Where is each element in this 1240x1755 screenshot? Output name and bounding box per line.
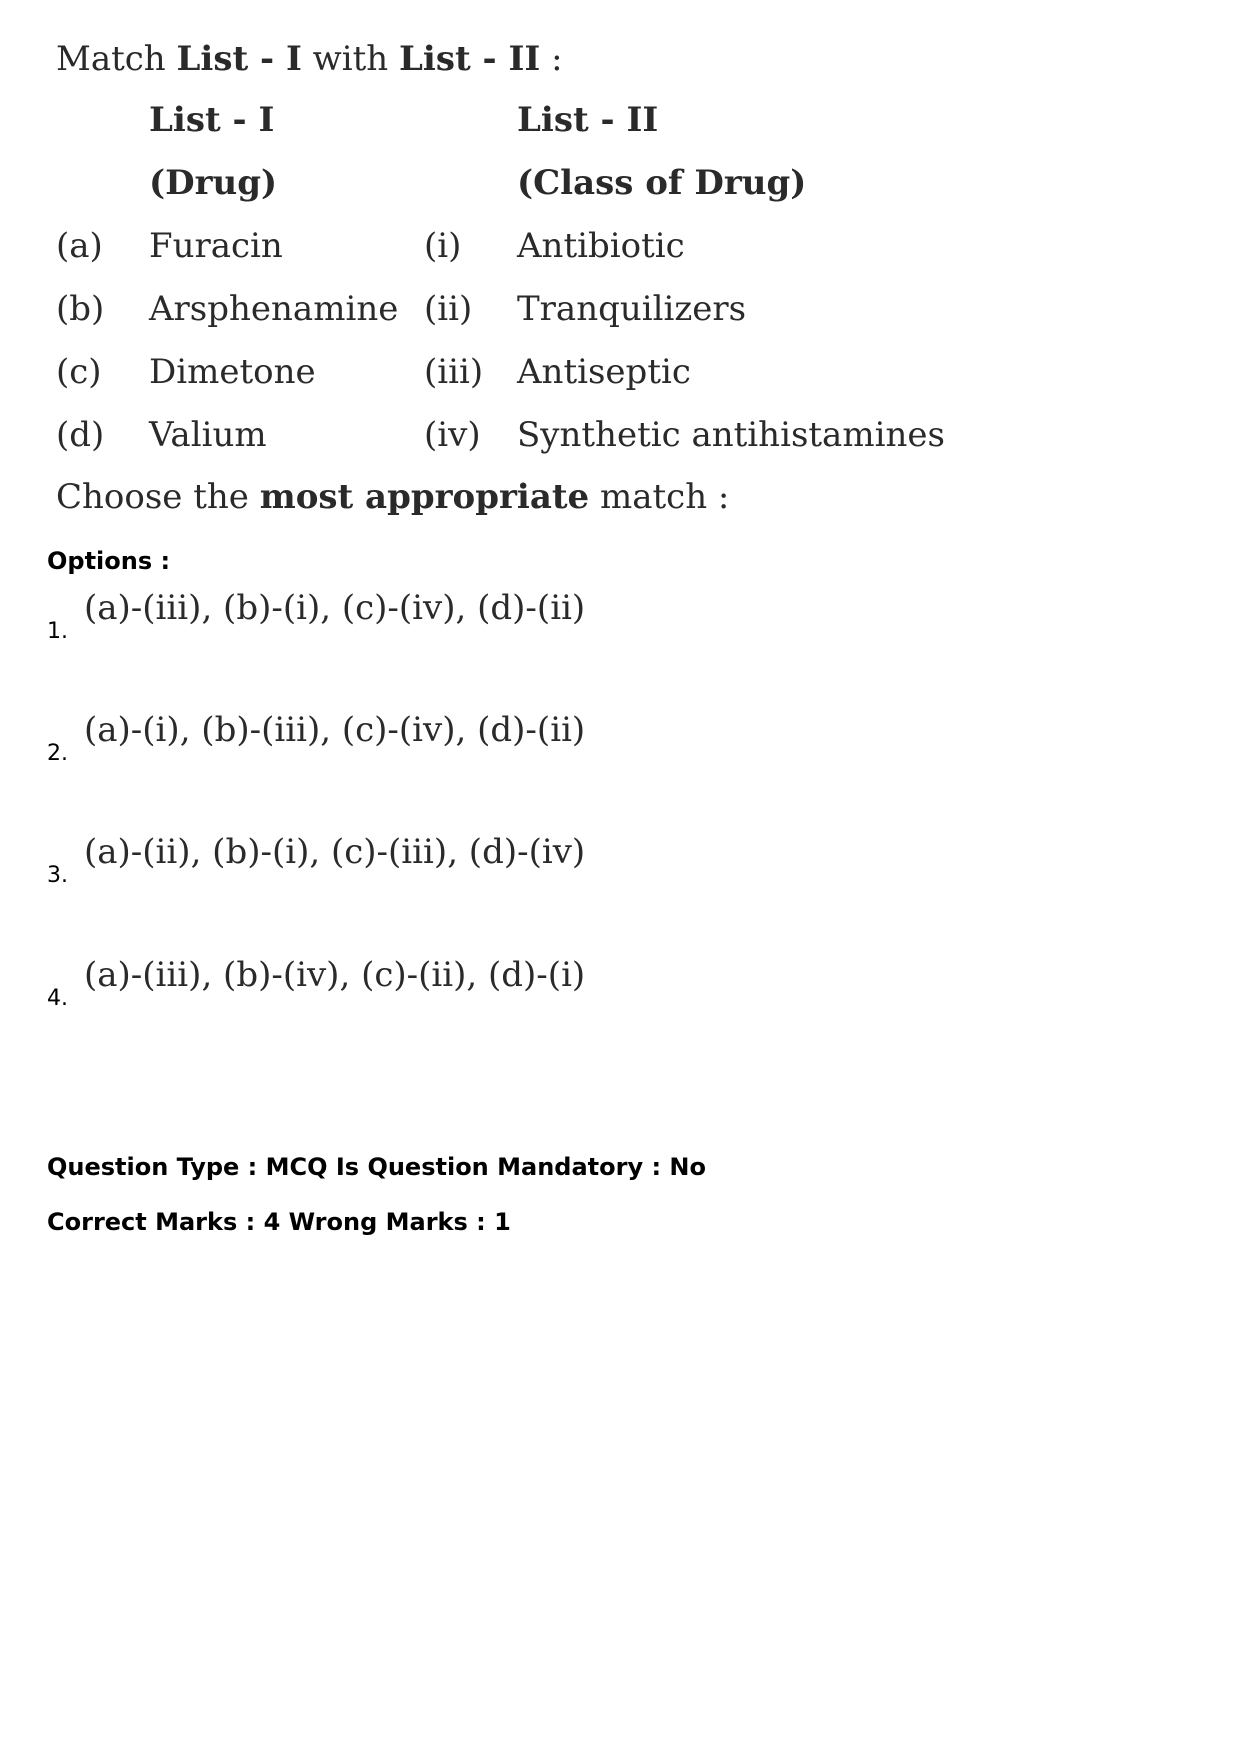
- drug-name: Dimetone: [149, 351, 316, 392]
- option-1[interactable]: [47, 588, 747, 648]
- option-number: 2.: [47, 741, 68, 766]
- question-image: [56, 30, 1056, 528]
- drug-class: Antibiotic: [517, 225, 685, 266]
- option-text: (a)-(iii), (b)-(iv), (c)-(ii), (d)-(i): [84, 955, 586, 995]
- choose-prefix: Choose the: [56, 477, 260, 517]
- option-text: (a)-(i), (b)-(iii), (c)-(iv), (d)-(ii): [84, 710, 586, 750]
- option-3[interactable]: [47, 832, 747, 892]
- option-2[interactable]: [47, 710, 747, 770]
- list2-subheading: (Class of Drug): [517, 162, 807, 203]
- intro-suffix: :: [540, 39, 563, 79]
- question-type-line: Question Type : MCQ Is Question Mandatory : No: [47, 1153, 706, 1181]
- option-number: 3.: [47, 863, 68, 888]
- row-roman: (iv): [424, 414, 481, 455]
- row-roman: (ii): [424, 288, 473, 329]
- drug-name: Valium: [149, 414, 267, 455]
- match-table: [56, 88, 945, 466]
- intro-prefix: Match: [56, 39, 177, 79]
- row-letter: (a): [56, 225, 103, 266]
- option-number: 4.: [47, 986, 68, 1011]
- drug-name: Arsphenamine: [149, 288, 399, 329]
- options-label: Options :: [47, 547, 171, 575]
- choose-instruction: [56, 466, 1056, 528]
- drug-class: Tranquilizers: [517, 288, 747, 329]
- marks-line: Correct Marks : 4 Wrong Marks : 1: [47, 1208, 511, 1236]
- option-text: (a)-(iii), (b)-(i), (c)-(iv), (d)-(ii): [84, 588, 586, 628]
- list1-subheading: (Drug): [149, 162, 278, 203]
- question-intro: [56, 30, 1056, 88]
- choose-emphasis: most appropriate: [259, 477, 590, 517]
- heading-row: [56, 88, 945, 151]
- drug-class: Antiseptic: [517, 351, 691, 392]
- list2-heading: List - II: [517, 99, 659, 140]
- match-row: [56, 340, 945, 403]
- drug-class: Synthetic antihistamines: [517, 414, 945, 455]
- row-letter: (b): [56, 288, 105, 329]
- subheading-row: [56, 151, 945, 214]
- option-4[interactable]: [47, 955, 747, 1015]
- intro-list1: List - I: [176, 39, 302, 79]
- option-number: 1.: [47, 619, 68, 644]
- row-letter: (d): [56, 414, 105, 455]
- match-row: [56, 277, 945, 340]
- row-letter: (c): [56, 351, 102, 392]
- drug-name: Furacin: [149, 225, 283, 266]
- list1-heading: List - I: [149, 99, 275, 140]
- row-roman: (iii): [424, 351, 484, 392]
- intro-mid: with: [301, 39, 400, 79]
- match-row: [56, 403, 945, 466]
- row-roman: (i): [424, 225, 462, 266]
- option-text: (a)-(ii), (b)-(i), (c)-(iii), (d)-(iv): [84, 832, 586, 872]
- intro-list2: List - II: [399, 39, 541, 79]
- choose-suffix: match :: [589, 477, 730, 517]
- match-row: [56, 214, 945, 277]
